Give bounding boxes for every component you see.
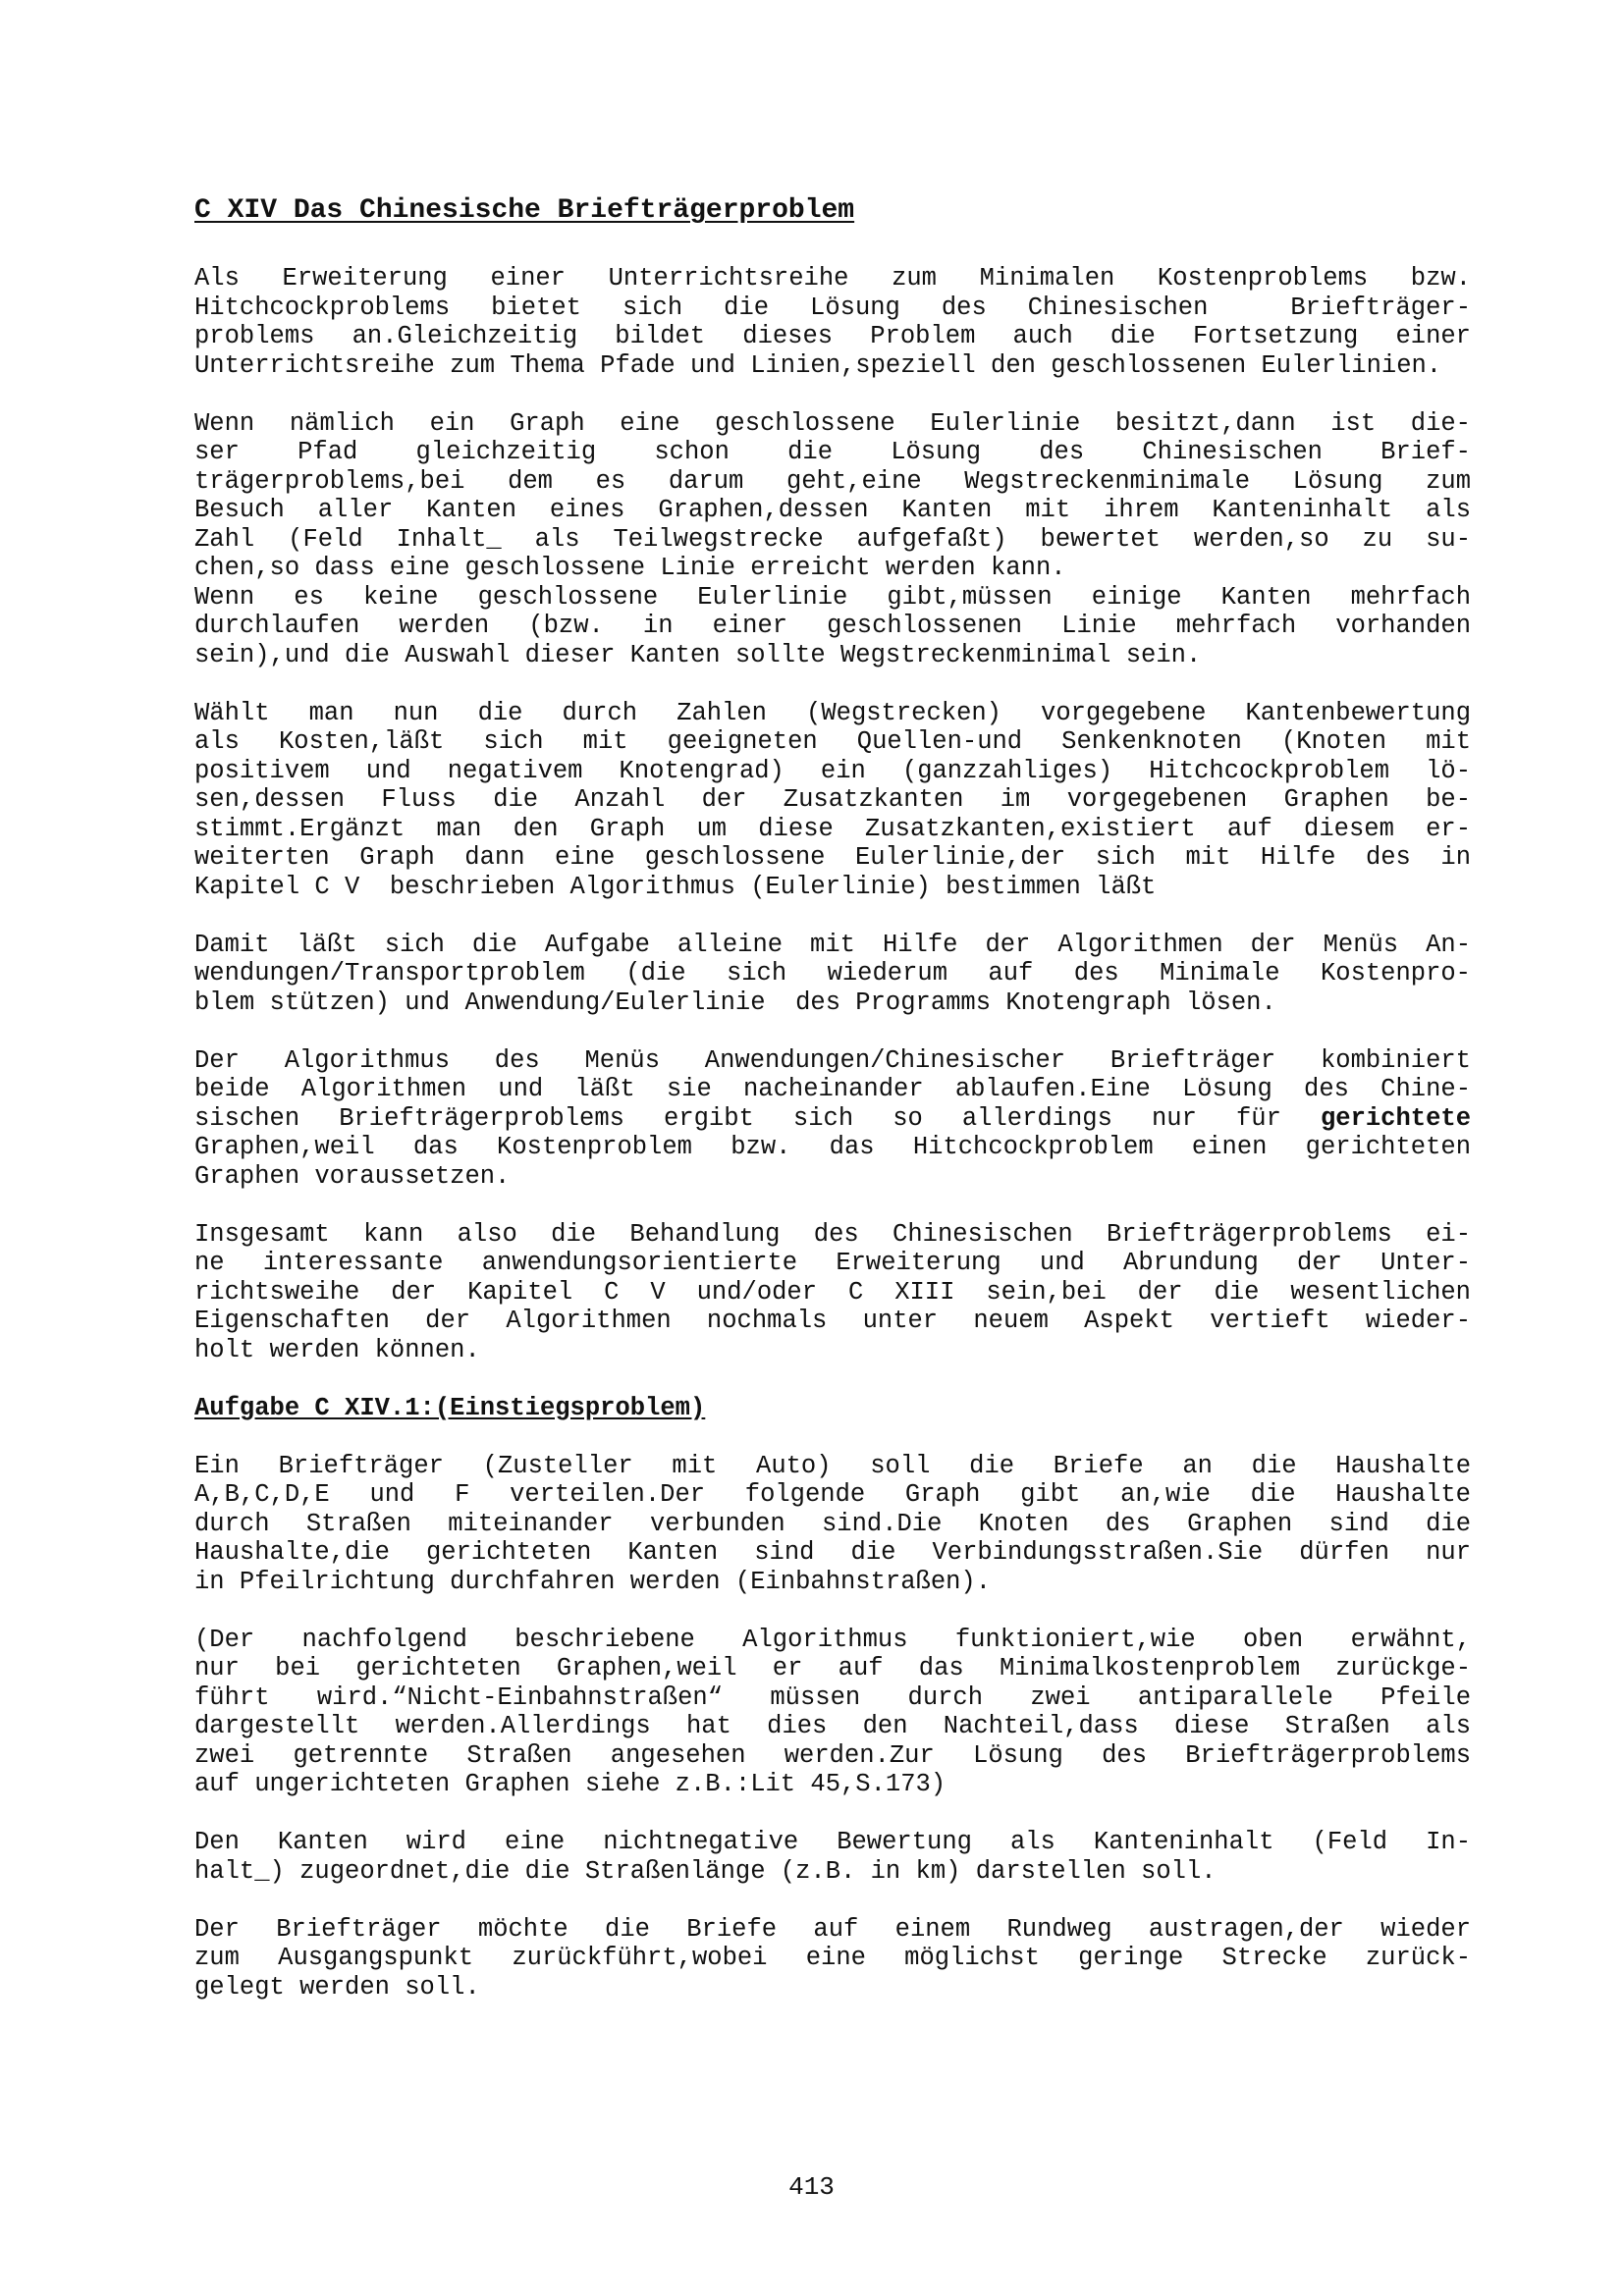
- text-line: dargestellt werden.Allerdings hat dies den Nachteil,dass diese Straßen als: [194, 1712, 1471, 1740]
- text-line: auf ungerichteten Graphen siehe z.B.:Lit 45,S.173): [194, 1770, 947, 1798]
- paragraph-rundweg: [194, 1915, 1471, 2002]
- text-line: Insgesamt kann also die Behandlung des Chinesischen Briefträgerproblems ei-: [194, 1219, 1471, 1249]
- text-line: in Pfeilrichtung durchfahren werden (Einbahnstraßen).: [194, 1567, 992, 1596]
- text-line: chen,so dass eine geschlossene Linie erreicht werden kann.: [194, 554, 1066, 582]
- text-line: Graphen,weil das Kostenproblem bzw. das Hitchcockproblem einen gerichteten: [194, 1133, 1471, 1161]
- text-line: Damit läßt sich die Aufgabe alleine mit Hilfe der Algorithmen der Menüs An-: [194, 930, 1471, 959]
- text-line: halt_) zugeordnet,die die Straßenlänge (z.B. in km) darstellen soll.: [194, 1856, 1217, 1886]
- text-line: gelegt werden soll.: [194, 1972, 480, 2002]
- text-line: führt wird.“Nicht-Einbahnstraßen“ müssen durch zwei antiparallele Pfeile: [194, 1682, 1471, 1712]
- paragraph-kanten: [194, 1828, 1471, 1886]
- chapter-title: C XIV Das Chinesische Briefträgerproblem: [194, 195, 855, 226]
- text-line: A,B,C,D,E und F verteilen.Der folgende Graph gibt an,wie die Haushalte: [194, 1480, 1471, 1509]
- text-line: Wenn es keine geschlossene Eulerlinie gibt,müssen einige Kanten mehrfach: [194, 582, 1471, 612]
- text-line: Besuch aller Kanten eines Graphen,dessen Kanten mit ihrem Kanteninhalt als: [194, 496, 1471, 524]
- text-line: wendungen/Transportproblem (die sich wiederum auf des Minimale Kostenpro-: [194, 959, 1471, 988]
- text-line: beide Algorithmen und läßt sie nacheinander ablaufen.Eine Lösung des Chine-: [194, 1075, 1471, 1103]
- text-line: Wählt man nun die durch Zahlen (Wegstrecken) vorgegebene Kantenbewertung: [194, 698, 1471, 727]
- text-line: Haushalte,die gerichteten Kanten sind die Verbindungsstraßen.Sie dürfen nur: [194, 1538, 1471, 1567]
- text-line: stimmt.Ergänzt man den Graph um diese Zusatzkanten,existiert auf diesem er-: [194, 814, 1471, 843]
- text-line: ne interessante anwendungsorientierte Erweiterung und Abrundung der Unter-: [194, 1249, 1471, 1277]
- paragraph-algorithmus: [194, 1046, 1471, 1192]
- text-line: holt werden können.: [194, 1335, 480, 1364]
- text-line: blem stützen) und Anwendung/Eulerlinie des Programms Knotengraph lösen.: [194, 988, 1276, 1017]
- text-line: sein),und die Auswahl dieser Kanten sollte Wegstreckenminimal sein.: [194, 640, 1202, 669]
- text-line: (Der nachfolgend beschriebene Algorithmus funktioniert,wie oben erwähnt,: [194, 1625, 1471, 1654]
- text-line: Eigenschaften der Algorithmen nochmals unter neuem Aspekt vertieft wieder-: [194, 1307, 1471, 1335]
- text-line: Graphen voraussetzen.: [194, 1161, 511, 1191]
- text-line-part: sischen Briefträgerproblems ergibt sich so allerdings nur für: [194, 1103, 1281, 1133]
- task-heading: Aufgabe C XIV.1:(Einstiegsproblem): [194, 1393, 706, 1422]
- text-line: Zahl (Feld Inhalt_ als Teilwegstrecke aufgefaßt) bewertet werden,so zu su-: [194, 524, 1471, 554]
- text-line: zwei getrennte Straßen angesehen werden.Zur Lösung des Briefträgerproblems: [194, 1740, 1471, 1770]
- emphasis-gerichtete: gerichtete: [1320, 1103, 1471, 1133]
- text-line: Kapitel C V beschrieben Algorithmus (Eulerlinie) bestimmen läßt: [194, 872, 1157, 901]
- text-line: ser Pfad gleichzeitig schon die Lösung des Chinesischen Brief-: [194, 438, 1471, 466]
- paragraph-insgesamt: [194, 1220, 1471, 1365]
- paragraph-hitchcock: [194, 699, 1471, 902]
- text-line: sen,dessen Fluss die Anzahl der Zusatzkanten im vorgegebenen Graphen be-: [194, 785, 1471, 814]
- text-line: Wenn nämlich ein Graph eine geschlossene Eulerlinie besitzt,dann ist die-: [194, 408, 1471, 438]
- paragraph-hinweis: [194, 1626, 1471, 1799]
- text-line: positivem und negativem Knotengrad) ein (ganzzahliges) Hitchcockproblem lö-: [194, 756, 1471, 785]
- text-line: Der Algorithmus des Menüs Anwendungen/Chinesischer Briefträger kombiniert: [194, 1045, 1471, 1075]
- text-line: nur bei gerichteten Graphen,weil er auf das Minimalkostenproblem zurückge-: [194, 1654, 1471, 1682]
- paragraph-aufgabe: [194, 1452, 1471, 1597]
- paragraph-eulerlinie: [194, 409, 1471, 670]
- text-line: durch Straßen miteinander verbunden sind.Die Knoten des Graphen sind die: [194, 1509, 1471, 1538]
- text-line: richtsweihe der Kapitel C V und/oder C XIII sein,bei der die wesentlichen: [194, 1277, 1471, 1307]
- text-line: als Kosten,läßt sich mit geeigneten Quellen-und Senkenknoten (Knoten mit: [194, 727, 1471, 756]
- text-line: Als Erweiterung einer Unterrichtsreihe zum Minimalen Kostenproblems bzw.: [194, 264, 1471, 293]
- text-line: Ein Briefträger (Zusteller mit Auto) soll die Briefe an die Haushalte: [194, 1451, 1471, 1480]
- text-line: weiterten Graph dann eine geschlossene Eulerlinie,der sich mit Hilfe des in: [194, 843, 1471, 872]
- text-line: problems an.Gleichzeitig bildet dieses Problem auch die Fortsetzung einer: [194, 322, 1471, 350]
- text-line: [194, 1104, 1471, 1134]
- text-line: durchlaufen werden (bzw. in einer geschlossenen Linie mehrfach vorhanden: [194, 612, 1471, 640]
- page-content: [194, 191, 1471, 2002]
- paragraph-menues: [194, 931, 1471, 1018]
- text-line: Den Kanten wird eine nichtnegative Bewertung als Kanteninhalt (Feld In-: [194, 1828, 1471, 1856]
- text-line: zum Ausgangspunkt zurückführt,wobei eine möglichst geringe Strecke zurück-: [194, 1944, 1471, 1972]
- text-line: Der Briefträger möchte die Briefe auf einem Rundweg austragen,der wieder: [194, 1914, 1471, 1944]
- text-line: Unterrichtsreihe zum Thema Pfade und Linien,speziell den geschlossenen Eulerlinien.: [194, 350, 1442, 380]
- page-number: 413: [788, 2172, 835, 2202]
- text-line: Hitchcockproblems bietet sich die Lösung des Chinesischen Briefträger-: [194, 293, 1471, 322]
- text-line: trägerproblems,bei dem es darum geht,eine Wegstreckenminimale Lösung zum: [194, 466, 1471, 496]
- paragraph-intro: [194, 264, 1471, 380]
